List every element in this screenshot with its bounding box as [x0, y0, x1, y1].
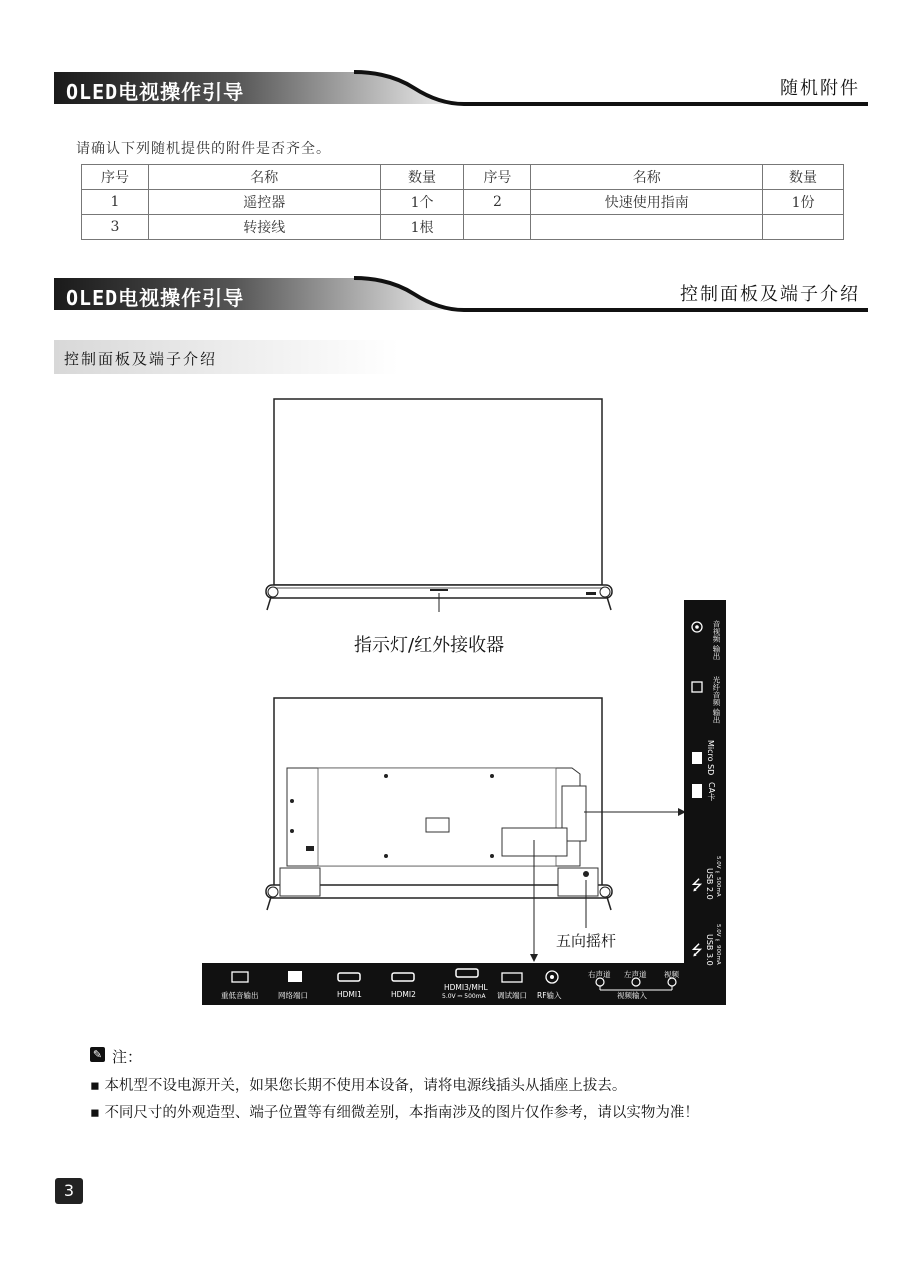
table-header-cell: 数量 [380, 165, 464, 190]
port-label-hdmi3: HDMI3/MHL [444, 983, 488, 992]
table-cell: 1份 [763, 190, 844, 215]
table-cell: 快速使用指南 [531, 190, 763, 215]
hdmi3-port-icon [456, 969, 478, 977]
side-label-usb2: USB 2.0 [705, 868, 714, 900]
ca-card-slot-icon [692, 784, 702, 798]
table-cell: 3 [82, 215, 149, 240]
table-cell: 转接线 [148, 215, 380, 240]
subheader-title: 控制面板及端子介绍 [64, 350, 218, 368]
note-text-2: 不同尺寸的外观造型、端子位置等有细微差别，本指南涉及的图片仅作参考，请以实物为准！ [104, 1105, 699, 1121]
debug-port-icon [502, 973, 522, 982]
table-header-row [82, 165, 844, 190]
table-cell [763, 215, 844, 240]
table-cell: 1个 [380, 190, 464, 215]
note-item: ▪ 不同尺寸的外观造型、端子位置等有细微差别，本指南涉及的图片仅作参考，请以实物为准！ [90, 1105, 699, 1121]
side-label-av-out: 音视频 输出 [712, 620, 721, 660]
port-label-hdmi2: HDMI2 [391, 990, 416, 999]
av-group-label: 视频输入 [617, 991, 647, 1000]
av-video-label: 视频 [664, 970, 679, 979]
table-cell [531, 215, 763, 240]
page-number: 3 [55, 1178, 83, 1204]
optical-port-icon [692, 682, 702, 692]
table-header-cell: 名称 [148, 165, 380, 190]
table-header-cell: 序号 [82, 165, 149, 190]
note-item: ▪ 本机型不设电源开关，如果您长期不使用本设备，请将电源线插头从插座上拔去。 [90, 1078, 627, 1094]
joystick-label: 五向摇杆 [556, 932, 617, 950]
hdmi1-port-icon [338, 973, 360, 981]
table-header-cell: 序号 [464, 165, 531, 190]
av-left-label: 左声道 [624, 970, 647, 979]
usb3-icon: ⭍ [691, 943, 703, 959]
hdmi3-spec: 5.0V ⎓ 500mA [442, 993, 486, 1000]
table-cell: 2 [464, 190, 531, 215]
table-cell [464, 215, 531, 240]
header-1-title: OLED电视操作引导 [66, 80, 245, 104]
table-cell: 遥控器 [148, 190, 380, 215]
port-label-hdmi1: HDMI1 [337, 990, 362, 999]
port-label-lan: 网络端口 [278, 991, 308, 1000]
port-label-rf: RF输入 [537, 991, 562, 1000]
side-label-ca-card: CA卡 [707, 782, 716, 802]
tv-front-illustration [262, 396, 618, 612]
side-usb2-spec: 5.0V ⎓ 500mA [715, 856, 721, 897]
micro-sd-slot-icon [692, 752, 702, 764]
note-pencil-icon: ✎ [90, 1047, 105, 1062]
accessories-table [81, 164, 844, 240]
table-row [82, 190, 844, 215]
side-usb3-spec: 5.0V ⎓ 900mA [715, 924, 721, 965]
table-header-cell: 名称 [531, 165, 763, 190]
indicator-label: 指示灯/红外接收器 [354, 635, 505, 656]
intro-text: 请确认下列随机提供的附件是否齐全。 [76, 141, 331, 157]
side-label-micro-sd: Micro SD [706, 740, 715, 776]
table-cell: 1 [82, 190, 149, 215]
side-label-optical: 光纤音频 输出 [712, 676, 721, 724]
port-label-subwoofer: 重低音输出 [221, 991, 259, 1000]
lan-port-icon [288, 971, 302, 982]
side-label-usb3: USB 3.0 [705, 934, 714, 966]
note-text-1: 本机型不设电源开关，如果您长期不使用本设备，请将电源线插头从插座上拔去。 [104, 1078, 627, 1094]
av-right-label: 右声道 [588, 970, 611, 979]
notes-title: 注： [112, 1048, 143, 1066]
header-1-section: 随机附件 [780, 78, 860, 99]
header-2-title: OLED电视操作引导 [66, 286, 245, 310]
table-cell: 1根 [380, 215, 464, 240]
header-2-section: 控制面板及端子介绍 [680, 284, 860, 305]
port-label-debug: 调试端口 [497, 991, 527, 1000]
subwoofer-port-icon [232, 972, 248, 982]
hdmi2-port-icon [392, 973, 414, 981]
table-header-cell: 数量 [763, 165, 844, 190]
usb2-icon: ⭍ [691, 878, 703, 894]
table-row [82, 215, 844, 240]
